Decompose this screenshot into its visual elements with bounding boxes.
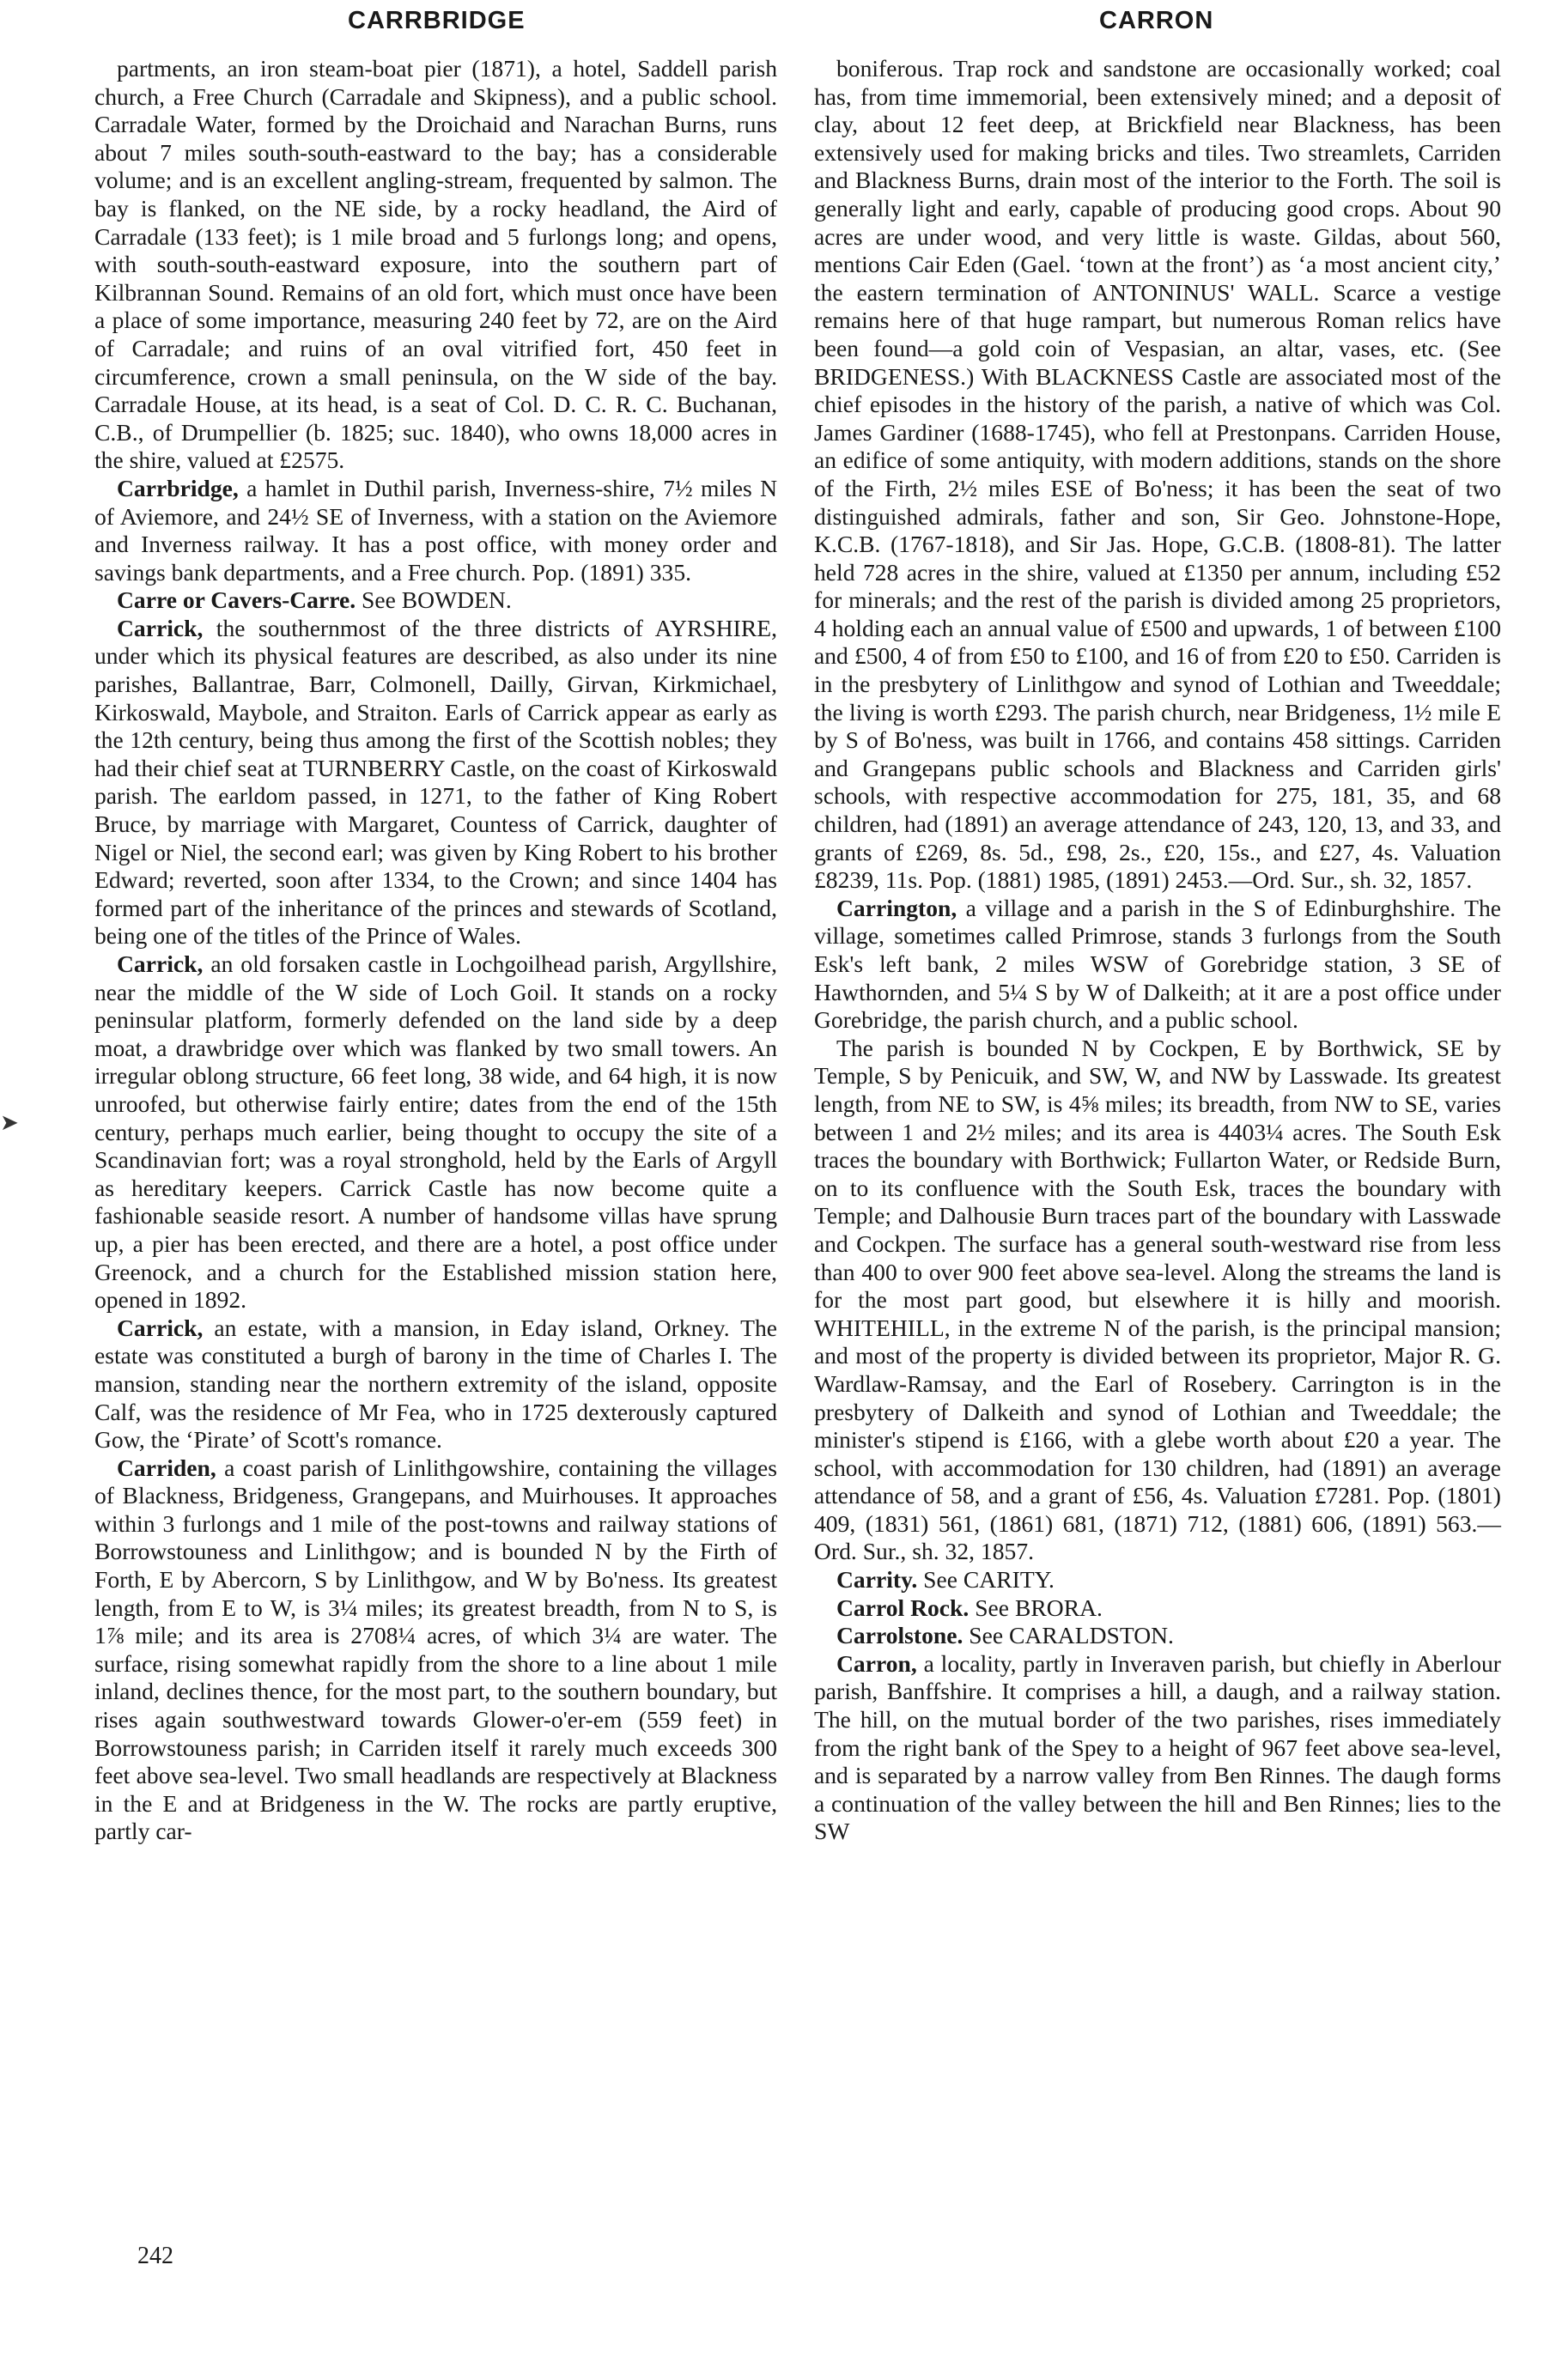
entry-paragraph: Carrbridge, a hamlet in Duthil parish, Inverness-shire, 7½ miles N of Aviemore, and 24½ SE of Inverness, with a station on the Aviemore and Inverness railway. It has a post office, with money order and savings bank departments, and a Free church. Pop. (1891) 335.	[94, 474, 777, 586]
entry-paragraph: Carrick, an estate, with a mansion, in Eday island, Orkney. The estate was constituted a burgh of barony in the time of Charles I. The mansion, standing near the northern extremity of the island, opposite Calf, was the residence of Mr Fea, who in 1725 dexterously captured Gow, the ‘Pirate’ of Scott's romance.	[94, 1314, 777, 1454]
page-number: 242	[137, 2243, 173, 2269]
entry-paragraph: partments, an iron steam-boat pier (1871), a hotel, Saddell parish church, a Free Church (Carradale and Skipness), and a public school. Carradale Water, formed by the Droichaid and Narachan Burns, runs about 7 miles south-south-eastward to the bay; has a considerable volume; and is an excellent angling-stream, frequented by salmon. The bay is flanked, on the NE side, by a rocky headland, the Aird of Carradale (133 feet); is 1 mile broad and 5 furlongs long; and opens, with south-south-eastward exposure, into the southern part of Kilbrannan Sound. Remains of an old fort, which must once have been a place of some importance, measuring 240 feet by 72, are on the Aird of Carradale; and ruins of an oval vitrified fort, 450 feet in circumference, crown a small peninsula, on the W side of the bay. Carradale House, at its head, is a seat of Col. D. C. R. C. Buchanan, C.B., of Drumpellier (b. 1825; suc. 1840), who owns 18,000 acres in the shire, valued at £2575.	[94, 55, 777, 474]
entry-paragraph: boniferous. Trap rock and sandstone are occasionally worked; coal has, from time immemorial, been extensively mined; and a deposit of clay, about 12 feet deep, at Brickfield near Blackness, has been extensively used for making bricks and tiles. Two streamlets, Carriden and Blackness Burns, drain most of the interior to the Forth. The soil is generally light and early, capable of producing good crops. About 90 acres are under wood, and very little is waste. Gildas, about 560, mentions Cair Eden (Gael. ‘town at the front’) as ‘a most ancient city,’ the eastern termination of ANTONINUS' WALL. Scarce a vestige remains here of that huge rampart, but numerous Roman relics have been found—a gold coin of Vespasian, an altar, vases, etc. (See BRIDGENESS.) With BLACKNESS Castle are associated most of the chief episodes in the history of the parish, a native of which was Col. James Gardiner (1688-1745), who fell at Prestonpans. Carriden House, an edifice of some antiquity, with modern additions, stands on the shore of the Firth, 2½ miles ESE of Bo'ness; it has been the seat of two distinguished admirals, father and son, Sir Geo. Johnstone-Hope, K.C.B. (1767-1818), and Sir Jas. Hope, G.C.B. (1808-81). The latter held 728 acres in the shire, valued at £1350 per annum, including £52 for minerals; and the rest of the parish is divided among 25 proprietors, 4 holding each an annual value of £500 and upwards, 1 of between £100 and £500, 4 of from £50 to £100, and 16 of from £20 to £50. Carriden is in the presbytery of Linlithgow and synod of Lothian and Tweeddale; the living is worth £293. The parish church, near Bridgeness, 1½ mile E by S of Bo'ness, was built in 1766, and contains 458 sittings. Carriden and Grangepans public schools and Blackness and Carriden girls' schools, with respective accommodation for 275, 181, 35, and 68 children, had (1891) an average attendance of 243, 120, 13, and 33, and grants of £269, 8s. 5d., £98, 2s., £20, 15s., and £27, 4s. Valuation £8239, 11s. Pop. (1881) 1985, (1891) 2453.—Ord. Sur., sh. 32, 1857.	[814, 55, 1501, 894]
margin-mark: ➤	[0, 1110, 19, 1135]
entry-paragraph: Carre or Cavers-Carre. See BOWDEN.	[117, 586, 512, 614]
entry-paragraph: The parish is bounded N by Cockpen, E by Borthwick, SE by Temple, S by Penicuik, and SW, W, and NW by Lasswade. Its greatest length, from NE to SW, is 4⅝ miles; its breadth, from NW to SE, varies between 1 and 2½ miles; and its area is 4403¼ acres. The South Esk traces the boundary with Borthwick; Fullarton Water, or Redside Burn, on to its confluence with the South Esk, traces the boundary with Temple; and Dalhousie Burn traces part of the boundary with Lasswade and Cockpen. The surface has a general south-westward rise from less than 400 to over 900 feet above sea-level. Along the streams the land is for the most part good, but elsewhere it is hilly and moorish. WHITEHILL, in the extreme N of the parish, is the principal mansion; and most of the property is divided between its proprietor, Major R. G. Wardlaw-Ramsay, and the Earl of Rosebery. Carrington is in the presbytery of Dalkeith and synod of Lothian and Tweeddale; the minister's stipend is £166, with a glebe worth about £20 a year. The school, with accommodation for 130 children, had (1891) an average attendance of 58, and a grant of £56, 4s. Valuation £7281. Pop. (1801) 409, (1831) 561, (1861) 681, (1871) 712, (1881) 606, (1891) 563.—Ord. Sur., sh. 32, 1857.	[814, 1034, 1501, 1565]
entry-paragraph: Carriden, a coast parish of Linlithgowshire, containing the villages of Blackness, Bridgeness, Grangepans, and Muirhouses. It approaches within 3 furlongs and 1 mile of the post-towns and railway stations of Borrowstouness and Linlithgow; and is bounded N by the Firth of Forth, E by Abercorn, S by Linlithgow, and W by Bo'ness. Its greatest length, from E to W, is 3¼ miles; its greatest breadth, from N to S, is 1⅞ mile; and its area is 2708¼ acres, of which 3¼ are water. The surface, rising somewhat rapidly from the shore to a line about 1 mile inland, declines thence, for the most part, to the southern boundary, but rises again southwestward towards Glower-o'er-em (559 feet) in Borrowstouness parish; in Carriden itself it rarely much exceeds 300 feet above sea-level. Two small headlands are respectively at Blackness in the E and at Bridgeness in the W. The rocks are partly eruptive, partly car-	[94, 1454, 777, 1845]
left-column	[94, 55, 777, 1846]
right-column	[814, 55, 1501, 1846]
running-header-right: CARRON	[1099, 7, 1214, 34]
running-header-left: CARRBRIDGE	[348, 7, 526, 34]
entry-paragraph: Carrolstone. See CARALDSTON.	[836, 1622, 1174, 1649]
entry-paragraph: Carron, a locality, partly in Inveraven parish, but chiefly in Aberlour parish, Banffshire. It comprises a hill, a daugh, and a railway station. The hill, on the mutual border of the two parishes, rises immediately from the right bank of the Spey to a height of 967 feet above sea-level, and is separated by a narrow valley from Ben Rinnes. The daugh forms a continuation of the valley between the hill and Ben Rinnes; lies to the SW	[814, 1649, 1501, 1845]
entry-paragraph: Carrity. See CARITY.	[836, 1566, 1055, 1594]
entry-paragraph: Carrol Rock. See BRORA.	[836, 1594, 1103, 1621]
entry-paragraph: Carrington, a village and a parish in the S of Edinburghshire. The village, sometimes called Primrose, stands 3 furlongs from the South Esk's left bank, 2 miles WSW of Gorebridge station, 3 SE of Hawthornden, and 5¼ S by W of Dalkeith; at it are a post office under Gorebridge, the parish church, and a public school.	[814, 894, 1501, 1034]
entry-paragraph: Carrick, the southernmost of the three districts of AYRSHIRE, under which its physical features are described, as also under its nine parishes, Ballantrae, Barr, Colmonell, Dailly, Girvan, Kirkmichael, Kirkoswald, Maybole, and Straiton. Earls of Carrick appear as early as the 12th century, being thus among the first of the Scottish nobles; they had their chief seat at TURNBERRY Castle, on the coast of Kirkoswald parish. The earldom passed, in 1271, to the father of King Robert Bruce, by marriage with Margaret, Countess of Carrick, daughter of Nigel or Niel, the second earl; was given by King Robert to his brother Edward; reverted, soon after 1334, to the Crown; and since 1404 has formed part of the inheritance of the princes and stewards of Scotland, being one of the titles of the Prince of Wales.	[94, 614, 777, 950]
entry-paragraph: Carrick, an old forsaken castle in Lochgoilhead parish, Argyllshire, near the middle of the W side of Loch Goil. It stands on a rocky peninsular platform, formerly defended on the land side by a deep moat, a drawbridge over which was flanked by two small towers. An irregular oblong structure, 66 feet long, 38 wide, and 64 high, it is now unroofed, but otherwise fairly entire; dates from the end of the 15th century, perhaps much earlier, being thought to occupy the site of a Scandinavian fort; was a royal stronghold, held by the Earls of Argyll as hereditary keepers. Carrick Castle has now become quite a fashionable seaside resort. A number of handsome villas have sprung up, a pier has been erected, and there are a hotel, a post office under Greenock, and a church for the Established mission station here, opened in 1892.	[94, 950, 777, 1314]
